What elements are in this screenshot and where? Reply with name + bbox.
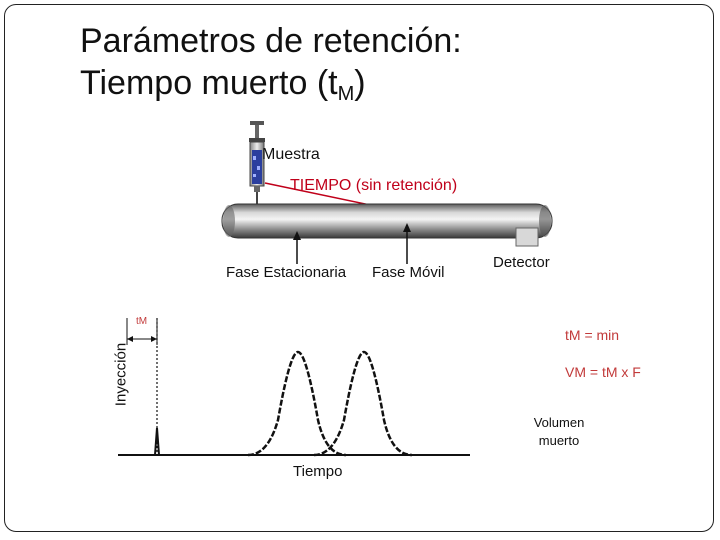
tm-equation: tM = min — [565, 327, 620, 343]
chromatogram-peak-2 — [314, 352, 412, 455]
title-line-1: Parámetros de retención: — [80, 22, 462, 60]
injection-label: Inyección — [112, 342, 130, 407]
time-no-retention-label: TIEMPO (sin retención) — [290, 177, 458, 194]
title-subscript: M — [337, 83, 355, 105]
vm-equation: VM = tM x F — [565, 364, 641, 380]
title-line-2-suffix: ) — [354, 64, 366, 102]
time-axis-label: Tiempo — [293, 463, 343, 480]
sample-label: Muestra — [262, 146, 320, 163]
chromatography-column — [222, 204, 552, 238]
dead-volume-label: Volumen muerto — [533, 415, 585, 448]
syringe-icon — [249, 121, 265, 213]
detector-box — [516, 228, 538, 246]
tm-marker-label: tM — [136, 316, 148, 327]
detector-label: Detector — [493, 254, 550, 271]
stationary-phase-label: Fase Estacionaria — [226, 264, 347, 281]
mobile-phase-label: Fase Móvil — [372, 264, 445, 281]
title-line-2-prefix: Tiempo muerto (t — [80, 64, 338, 102]
chromatogram-peak-1 — [248, 352, 346, 455]
